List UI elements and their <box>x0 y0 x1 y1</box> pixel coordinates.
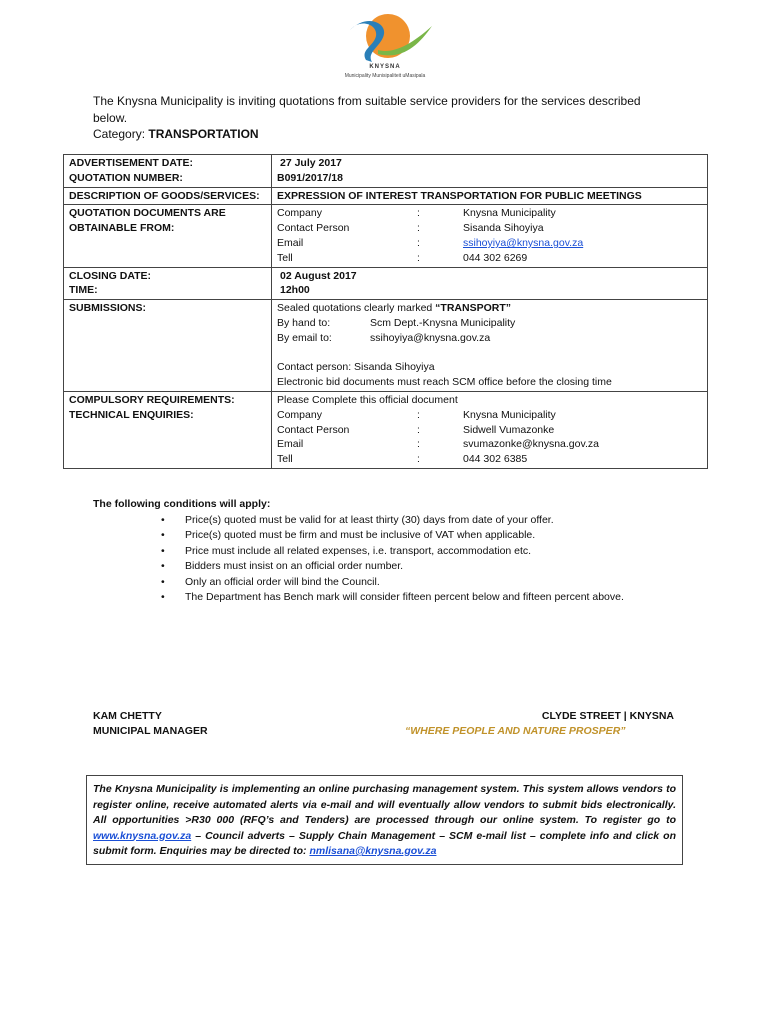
kv-val: svumazonke@knysna.gov.za <box>463 438 599 451</box>
signatory-title: MUNICIPAL MANAGER <box>93 725 208 737</box>
kv-key: Company <box>277 408 322 421</box>
conditions-list <box>93 513 677 606</box>
ad-date-value: 27 July 2017 <box>280 157 342 169</box>
conditions-section <box>93 497 677 606</box>
tech-label: TECHNICAL ENQUIRIES: <box>69 408 194 421</box>
kv-key: By hand to: <box>277 316 331 329</box>
online-system-notice <box>86 775 683 865</box>
desc-value: EXPRESSION OF INTEREST TRANSPORTATION FOR PUBLIC MEETINGS <box>272 187 708 205</box>
ad-date-label-text: ADVERTISEMENT DATE: <box>69 157 194 169</box>
kv-sep: : <box>417 423 420 436</box>
ad-date-cell <box>272 155 708 188</box>
table-row <box>64 267 708 300</box>
submissions-contact: Contact person: Sisanda Sihoyiya <box>277 361 435 374</box>
municipality-logo <box>330 10 440 86</box>
compulsory-label-cell <box>64 391 272 468</box>
list-item: • Only an official order will bind the Council. <box>185 575 677 591</box>
category-value: TRANSPORTATION <box>148 127 259 141</box>
kv-sep: : <box>417 236 420 249</box>
tech-email-row <box>277 437 702 452</box>
kv-val: Sidwell Vumazonke <box>463 423 555 436</box>
kv-key: By email to: <box>277 331 332 344</box>
docs-contact-row <box>277 221 702 236</box>
spacer <box>277 346 702 361</box>
closing-label: CLOSING DATE: <box>69 269 152 282</box>
kv-sep: : <box>417 453 420 466</box>
table-row <box>64 155 708 188</box>
kv-key: Tell <box>277 453 293 466</box>
category-line <box>93 126 653 143</box>
knysna-emblem-icon <box>330 10 440 66</box>
table-row <box>64 300 708 392</box>
signature-block <box>93 709 208 739</box>
table-row <box>64 205 708 267</box>
kv-sep: : <box>417 438 420 451</box>
submissions-electronic: Electronic bid documents must reach SCM office before the closing time <box>277 376 612 389</box>
kv-sep: : <box>417 251 420 264</box>
address-block <box>402 709 674 739</box>
submissions-line1 <box>277 301 702 316</box>
sub-line1-marker: “TRANSPORT” <box>435 302 512 315</box>
tech-tell-row <box>277 452 702 467</box>
docs-label: QUOTATION DOCUMENTS ARE OBTAINABLE FROM: <box>64 205 272 267</box>
notice-text-2: – Council adverts – Supply Chain Management – SCM e-mail list – complete info and click on submit form. Enquiries may be directed to: <box>93 829 676 857</box>
docs-email-row <box>277 236 702 251</box>
notice-text-1: The Knysna Municipality is implementing an online purchasing management system. This system allows vendors to register online, receive automated alerts via e-mail and will eventually allow vendors to submit bids electronically. All opportunities >R30 000 (RFQ’s and Tenders) are processed through our online system. To register go to <box>93 783 676 826</box>
submissions-cell <box>272 300 708 392</box>
kv-val: 044 302 6385 <box>463 453 528 466</box>
logo-name: KNYSNA <box>369 64 401 70</box>
kv-key: Contact Person <box>277 423 350 436</box>
table-row <box>64 187 708 205</box>
conditions-heading: The following conditions will apply: <box>93 498 271 510</box>
kv-val: Scm Dept.-Knysna Municipality <box>370 316 516 329</box>
kv-val: Knysna Municipality <box>463 408 556 421</box>
kv-val: Sisanda Sihoyiya <box>463 222 544 235</box>
kv-key: Company <box>277 207 322 220</box>
enquiry-email-link[interactable]: nmlisana@knysna.gov.za <box>309 845 437 857</box>
closing-value: 02 August 2017 <box>280 269 357 282</box>
signatory-name: KAM CHETTY <box>93 710 162 722</box>
quote-no-value: B091/2017/18 <box>277 171 343 184</box>
kv-val: Knysna Municipality <box>463 207 556 220</box>
desc-label: DESCRIPTION OF GOODS/SERVICES: <box>64 187 272 205</box>
docs-contact-cell <box>272 205 708 267</box>
time-label: TIME: <box>69 284 98 297</box>
table-row <box>64 391 708 468</box>
kv-key: Contact Person <box>277 222 350 235</box>
list-item: • Bidders must insist on an official order number. <box>185 559 677 575</box>
time-value: 12h00 <box>280 284 310 297</box>
quote-no-label-text: QUOTATION NUMBER: <box>69 171 183 184</box>
slogan: “WHERE PEOPLE AND NATURE PROSPER” <box>405 725 626 737</box>
docs-email-link[interactable]: ssihoyiya@knysna.gov.za <box>463 236 584 249</box>
tech-contact-row <box>277 423 702 438</box>
ad-date-label <box>64 155 272 188</box>
submissions-hand-row <box>277 316 702 331</box>
logo-subtitle: Municipality Munisipaliteit uMasipala <box>344 73 426 79</box>
kv-sep: : <box>417 222 420 235</box>
list-item: • The Department has Bench mark will consider fifteen percent below and fifteen percent above. <box>185 590 677 606</box>
sub-line1-text: Sealed quotations clearly marked <box>277 302 436 315</box>
submissions-label: SUBMISSIONS: <box>64 300 272 392</box>
website-link[interactable]: www.knysna.gov.za <box>93 829 192 842</box>
quotation-details-table <box>63 154 708 469</box>
list-item: • Price must include all related expenses, i.e. transport, accommodation etc. <box>185 544 677 560</box>
list-item: • Price(s) quoted must be firm and must be inclusive of VAT when applicable. <box>185 528 677 544</box>
closing-value-cell <box>272 267 708 300</box>
compulsory-cell <box>272 391 708 468</box>
intro-text: The Knysna Municipality is inviting quotations from suitable service providers for the services described below. <box>93 94 641 125</box>
docs-tell-row <box>277 251 702 266</box>
intro-paragraph <box>93 93 653 143</box>
kv-key: Tell <box>277 251 293 264</box>
submissions-email-row <box>277 331 702 346</box>
tech-company-row <box>277 408 702 423</box>
closing-label-cell <box>64 267 272 300</box>
kv-val: 044 302 6269 <box>463 251 528 264</box>
compulsory-value: Please Complete this official document <box>277 393 458 406</box>
list-item: • Price(s) quoted must be valid for at least thirty (30) days from date of your offer. <box>185 513 677 529</box>
kv-key: Email <box>277 438 304 451</box>
kv-val: ssihoyiya@knysna.gov.za <box>370 331 491 344</box>
kv-key: Email <box>277 236 304 249</box>
kv-sep: : <box>417 207 420 220</box>
address: CLYDE STREET | KNYSNA <box>541 710 674 722</box>
compulsory-label: COMPULSORY REQUIREMENTS: <box>69 393 235 406</box>
kv-sep: : <box>417 408 420 421</box>
category-label: Category: <box>93 127 149 141</box>
docs-company-row <box>277 206 702 221</box>
